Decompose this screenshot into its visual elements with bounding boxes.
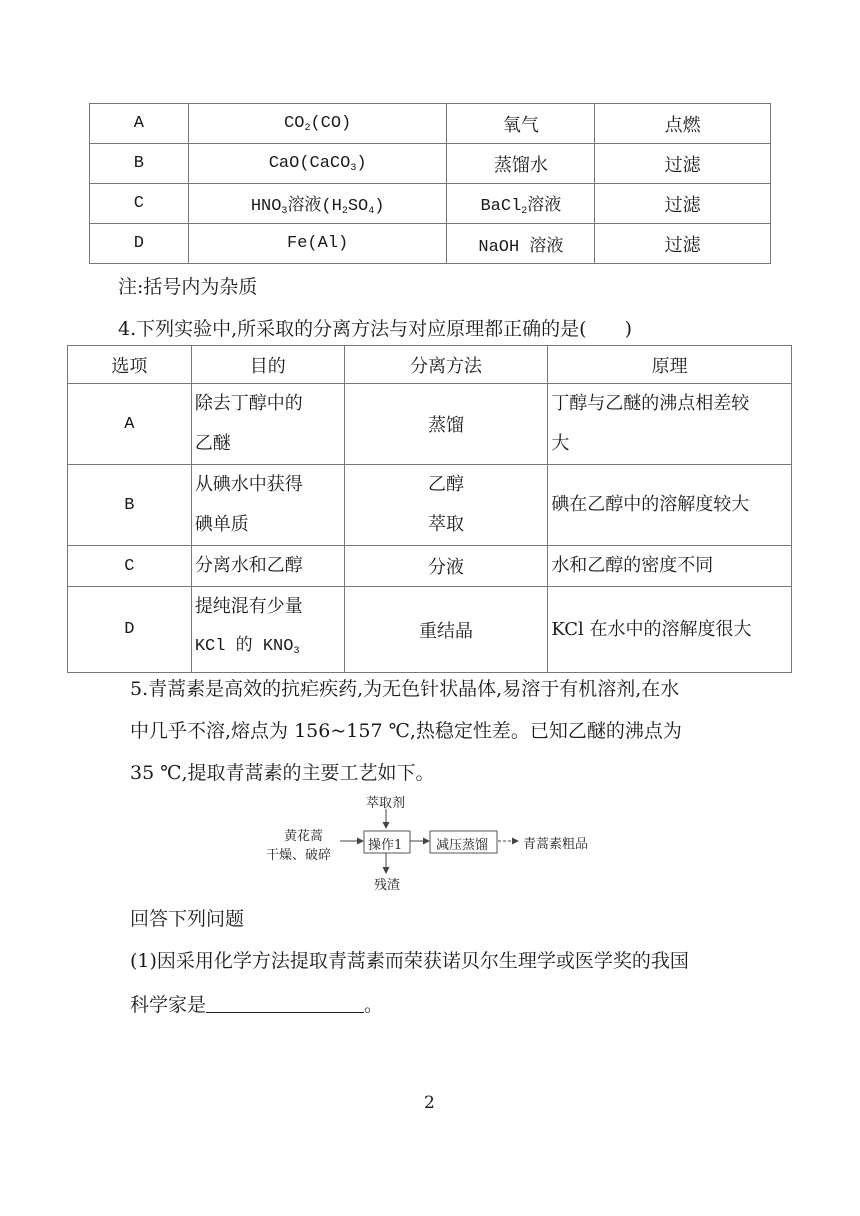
reagent-cell: 蒸馏水 (447, 144, 595, 184)
table-row (90, 224, 771, 264)
flow-input-line1: 黄花蒿 (284, 829, 324, 844)
q5-sub1-line2: 科学家是 。 (130, 994, 384, 1016)
q5-sub1-line1: (1)因采用化学方法提取青蒿素而荣获诺贝尔生理学或医学奖的我国 (130, 950, 689, 972)
table-row (68, 587, 792, 673)
table-row (90, 104, 771, 144)
option-cell: A (90, 104, 189, 144)
flow-step2: 减压蒸馏 (436, 838, 489, 853)
page-number: 2 (424, 1093, 435, 1113)
purpose-cell: 提纯混有少量 KCl 的 $KNO_3$ (191, 587, 344, 673)
q5-prompt: 回答下列问题 (130, 908, 245, 930)
separation-table (67, 345, 792, 673)
purpose-cell: 除去丁醇中的 乙醚 (191, 384, 344, 465)
reagent-cell: NaOH 溶液 (447, 224, 595, 264)
option-cell: B (90, 144, 189, 184)
flow-step1: 操作1 (368, 838, 403, 853)
table-row (90, 144, 771, 184)
option-cell: A (68, 384, 192, 465)
header-purpose: 目的 (191, 346, 344, 384)
option-cell: D (90, 224, 189, 264)
answer-blank[interactable] (206, 992, 364, 1013)
option-cell: C (68, 546, 192, 587)
method-cell: 分液 (344, 546, 548, 587)
mixture-cell: CaO(CaCO$_3$) (188, 144, 447, 184)
header-principle: 原理 (548, 346, 792, 384)
method-cell: 过滤 (595, 184, 771, 224)
table-row (68, 465, 792, 546)
q5-line2: 中几乎不溶,熔点为 156~157 ℃,热稳定性差。已知乙醚的沸点为 (130, 720, 682, 742)
mixture-cell: $CO_2(CO)$ (188, 104, 447, 144)
method-cell: 过滤 (595, 144, 771, 184)
table-row (68, 384, 792, 465)
impurity-table (89, 103, 771, 264)
principle-cell: 碘在乙醇中的溶解度较大 (548, 465, 792, 546)
flow-bottom-label: 残渣 (374, 878, 401, 893)
header-option: 选项 (68, 346, 192, 384)
method-cell: 点燃 (595, 104, 771, 144)
q5-line1: 5.青蒿素是高效的抗疟疾药,为无色针状晶体,易溶于有机溶剂,在水 (130, 678, 680, 700)
flow-top-label: 萃取剂 (366, 796, 406, 811)
method-cell: 蒸馏 (344, 384, 548, 465)
q5-line3: 35 ℃,提取青蒿素的主要工艺如下。 (130, 762, 435, 784)
header-method: 分离方法 (344, 346, 548, 384)
principle-cell: 水和乙醇的密度不同 (548, 546, 792, 587)
table-note: 注:括号内为杂质 (118, 276, 258, 298)
principle-cell: KCl 在水中的溶解度很大 (548, 587, 792, 673)
flow-output: 青蒿素粗品 (523, 837, 589, 852)
method-cell: 重结晶 (344, 587, 548, 673)
reagent-cell: 氧气 (447, 104, 595, 144)
method-cell: 乙醇 萃取 (344, 465, 548, 546)
table-header-row (68, 346, 792, 384)
purpose-cell: 分离水和乙醇 (191, 546, 344, 587)
process-flow-diagram (260, 790, 610, 893)
table-row (90, 184, 771, 224)
option-cell: D (68, 587, 192, 673)
method-cell: 过滤 (595, 224, 771, 264)
option-cell: B (68, 465, 192, 546)
q4-stem: 4.下列实验中,所采取的分离方法与对应原理都正确的是( ) (118, 318, 632, 340)
option-cell: C (90, 184, 189, 224)
table-row (68, 546, 792, 587)
flow-input-line2: 干燥、破碎 (266, 848, 332, 863)
reagent-cell: BaCl$_2$溶液 (447, 184, 595, 224)
mixture-cell: Fe(Al) (188, 224, 447, 264)
purpose-cell: 从碘水中获得 碘单质 (191, 465, 344, 546)
principle-cell: 丁醇与乙醚的沸点相差较 大 (548, 384, 792, 465)
mixture-cell: $HNO_3$溶液$(H_2SO_4)$ (188, 184, 447, 224)
